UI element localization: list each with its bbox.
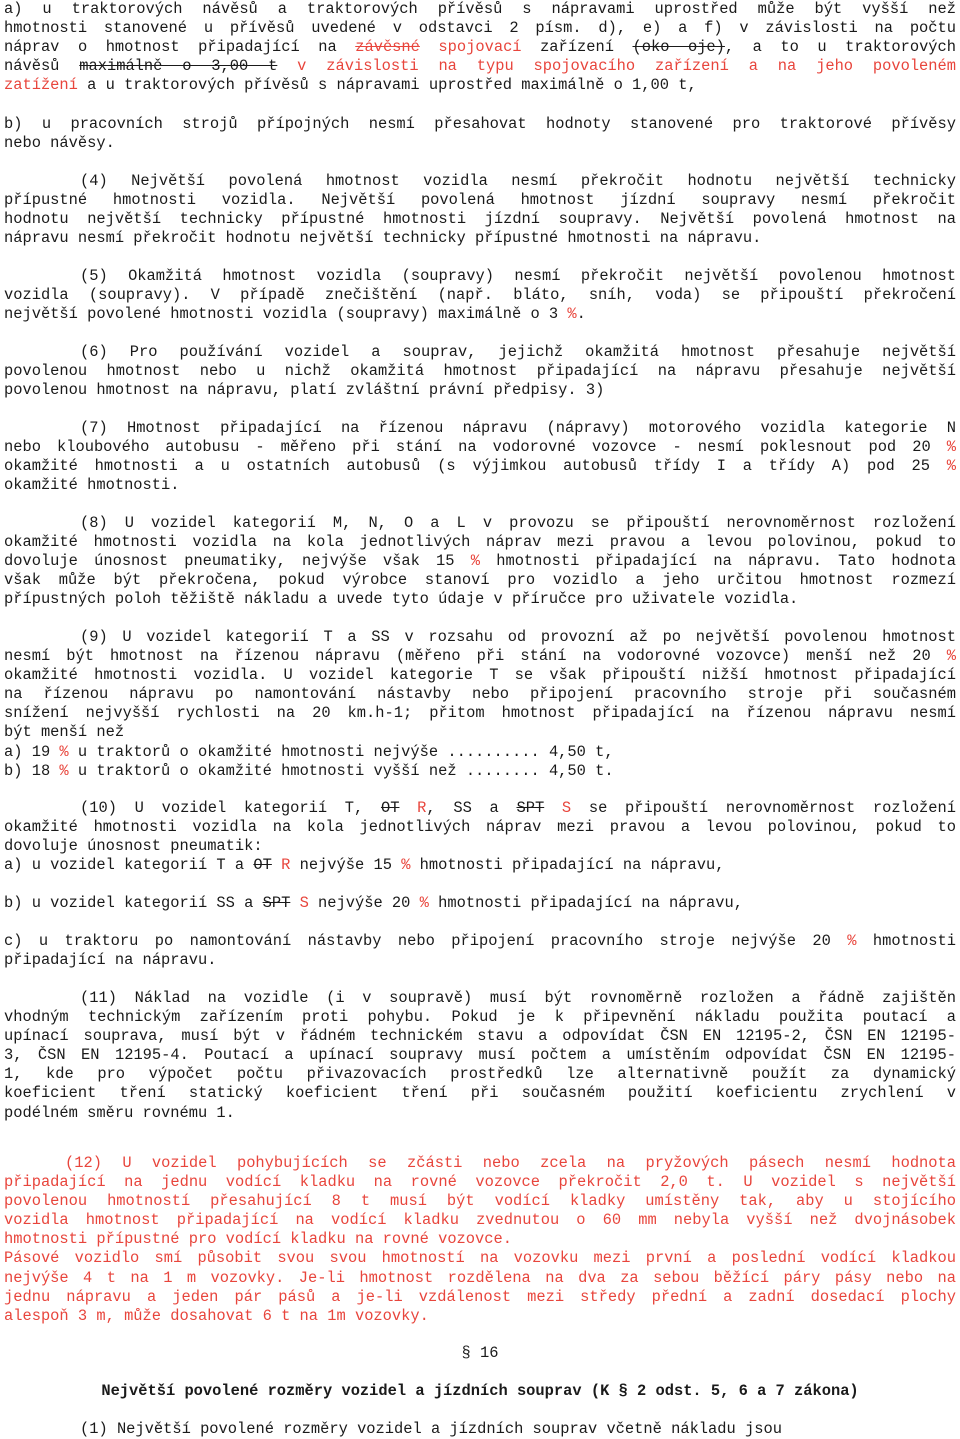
text-line: (6) Pro používání vozidel a souprav, jejichž okamžitá hmotnost přesahuje největší: [80, 343, 956, 361]
paragraph-9: [4, 628, 956, 781]
inserted-text: S: [544, 799, 572, 817]
text-line: vozidla hmotnost připadající na vodící kladku zvednutou o 60 mm nebyla vyšší než dvojnásobek: [4, 1211, 956, 1230]
section-paragraph-1: [4, 1420, 956, 1439]
text-line: podélném směru rovnému 1.: [4, 1103, 235, 1122]
list-item: c) u traktoru po namontování nástavby nebo připojení pracovního stroje nejvýše 20 % hmotnosti: [4, 932, 956, 950]
section-number: § 16: [461, 1344, 499, 1362]
text-line: zatížení a u traktorových přívěsů s nápravami uprostřed maximálně o 1,00 t,: [4, 76, 697, 95]
paragraph-12: [4, 1154, 956, 1326]
text-line: okamžité hmotnosti a u ostatních autobusů (s výjimkou autobusů třídy I a třídy A) pod 25 %: [4, 457, 956, 476]
paragraph-10: [4, 799, 956, 875]
text-line: však může být překročena, pokud výrobce stanoví pro vozidlo a jeho určitou hmotnost rozmezí: [4, 571, 956, 590]
paragraph-11: [4, 989, 956, 1123]
text-line: dovoluje únosnost pneumatiky, nejvýše však 15 % hmotnosti připadající na nápravu. Tato hodnota: [4, 552, 956, 571]
list-item: a) u vozidel kategorií T a OT R nejvýše 15 % hmotnosti připadající na nápravu,: [4, 856, 725, 875]
text-line: koeficient tření statický koeficient tření při současném použití koeficientu zrychlení v: [4, 1084, 956, 1103]
text-line: (1) Největší povolené rozměry vozidel a jízdních souprav včetně nákladu jsou: [80, 1420, 782, 1438]
text-line: přípustných poloh těžiště nákladu a uvede tyto údaje v příručce pro uživatele vozidla.: [4, 590, 799, 609]
text-line: upínací souprava, musí být v řádném technickém stavu a odpovídat ČSN EN 12195-2, ČSN EN 12195-: [4, 1027, 956, 1046]
text-line: povolenou hmotnost nebo u nichž okamžitá hmotnost připadající na nápravu přesahuje největší: [4, 362, 956, 381]
text-line: připadající na nápravu.: [4, 951, 217, 970]
paragraph-3b: [4, 115, 956, 153]
paragraph-10b: [4, 894, 956, 913]
text-line: snížení nejvyšší rychlosti na 20 km.h-1; přitom hmotnost připadající na řízenou nápravu nesmí: [4, 704, 956, 723]
text-line: návěsů maximálně o 3,00 t v závislosti na typu spojovacího zařízení a na jeho povoleném: [4, 57, 956, 76]
section-title: Největší povolené rozměry vozidel a jízdních souprav (K § 2 odst. 5, 6 a 7 zákona): [101, 1382, 859, 1400]
inserted-text: spojovací: [419, 38, 522, 57]
text-line: (4) Největší povolená hmotnost vozidla nesmí překročit hodnotu největší technicky: [80, 172, 956, 190]
text-line: (5) Okamžitá hmotnost vozidla (soupravy) nesmí překročit největší povolenou hmotnost: [80, 267, 956, 285]
text-line: (10) U vozidel kategorií T, OT R, SS a SPT S se připouští nerovnoměrnost rozložení: [80, 799, 956, 817]
text-line: 3, ČSN EN 12195-4. Poutací a upínací soupravy musí počtem a umístěním odpovídat ČSN EN 12195-: [4, 1046, 956, 1065]
text-line: hodnotu největší technicky přípustné hmotnosti jízdní soupravy. Největší povolená hmotnost na: [4, 210, 956, 229]
paragraph-4: [4, 172, 956, 248]
text-line: na řízenou nápravu po namontování nástavby nebo připojení pracovního stroje při současném: [4, 685, 956, 704]
text-line: hmotnosti přípustné pro vodící kladku na rovné vozovce.: [4, 1230, 512, 1249]
text-line: (9) U vozidel kategorií T a SS v rozsahu od provozní až po největší povolenou hmotnost: [80, 628, 956, 646]
text-line: b) u pracovních strojů přípojných nesmí přesahovat hodnoty stanovené pro traktorové přívěsy: [4, 115, 956, 133]
text-line: Pásové vozidlo smí působit svou svou hmotností na vozovku mezi první a poslední vodící kladkou: [4, 1249, 956, 1268]
text-line: nebo kloubového autobusu - měřeno při stání na vodorovné vozovce - nesmí poklesnout pod 20 %: [4, 438, 956, 457]
text-line: připadající na jednu vodící kladku na rovné vozovce překročit 2,0 t. U vozidel s největší: [4, 1173, 956, 1192]
text-line: nebo návěsy.: [4, 134, 115, 153]
deleted-text: OT: [253, 856, 272, 875]
paragraph-8: [4, 514, 956, 609]
text-line: vhodným technickým zařízením proti pohybu. Pokud je k připevnění nákladu použita poutací a: [4, 1008, 956, 1027]
text-line: (12) U vozidel pohybujících se zčásti nebo zcela na pryžových pásech nesmí hodnota: [65, 1154, 956, 1172]
text-line: hmotnosti stanovené u přívěsů uvedené v odstavci 2 písm. d), e) a f) v závislosti na počtu: [4, 19, 956, 38]
inserted-text: R: [271, 856, 291, 875]
text-line: dovoluje únosnost pneumatik:: [4, 837, 263, 856]
text-line: okamžité hmotnosti vozidla na kola jednotlivých náprav mezi pravou a levou polovinou, pokud to: [4, 818, 956, 837]
deleted-text: (oko oje): [632, 38, 725, 57]
paragraph-5: [4, 267, 956, 324]
text-line: největší povolené hmotnosti vozidla (soupravy) maximálně o 3 %.: [4, 305, 586, 324]
text-line: (7) Hmotnost připadající na řízenou nápravu (nápravy) motorového vozidla kategorie N: [80, 419, 956, 437]
inserted-text: v závislosti na typu spojovacího zařízení a na jeho povoleném: [277, 57, 956, 76]
text-line: povolenou hmotnost na nápravu, platí zvláštní právní předpisy. 3): [4, 381, 605, 400]
list-item: a) 19 % u traktorů o okamžité hmotnosti nejvýše .......... 4,50 t,: [4, 742, 614, 761]
deleted-text: SPT: [262, 894, 291, 912]
text-line: okamžité hmotnosti.: [4, 476, 180, 495]
text-line: náprav o hmotnost připadající na závěsné spojovací zařízení (oko oje), a to u traktorových: [4, 38, 956, 57]
deleted-text: maximálně o 3,00 t: [79, 57, 278, 76]
text-line: nejvýše 4 t na 1 m vozovky. Je-li hmotnost rozdělena na dva za sebou běžící páry pásy nebo na: [4, 1268, 956, 1287]
paragraph-3a: [4, 0, 956, 95]
text-line: nesmí být hmotnost na řízenou nápravu (měřeno při stání na vodorovné vozovce) menší než 20 %: [4, 647, 956, 666]
paragraph-7: [4, 419, 956, 495]
text-line: okamžité hmotnosti vozidla. U vozidel kategorie T se však připouští nižší hmotnost připadající: [4, 666, 956, 685]
text-line: být menší než: [4, 723, 125, 742]
inserted-text: S: [290, 894, 309, 912]
deleted-text: OT: [380, 799, 400, 817]
paragraph-10c: [4, 932, 956, 970]
text-line: povolenou hmotností přesahující 8 t musí být vodící kladky umístěny tak, aby u stojícího: [4, 1192, 956, 1211]
text-line: a) u traktorových návěsů a traktorových přívěsů s nápravami uprostřed může být vyšší než: [4, 0, 956, 18]
text-line: (11) Náklad na vozidle (i v soupravě) musí být rovnoměrně rozložen a řádně zajištěn: [80, 989, 956, 1007]
text-line: nápravu nesmí překročit hodnotu největší technicky přípustné hmotnosti na nápravu.: [4, 229, 762, 248]
text-line: (8) U vozidel kategorií M, N, O a L v provozu se připouští nerovnoměrnost rozložení: [80, 514, 956, 532]
text-line: alespoň 3 m, může dosahovat 6 t na 1m vozovky.: [4, 1306, 429, 1325]
paragraph-6: [4, 343, 956, 400]
inserted-text: zatížení: [4, 76, 78, 95]
inserted-text: R: [399, 799, 427, 817]
list-item: b) 18 % u traktorů o okamžité hmotnosti vyšší než ........ 4,50 t.: [4, 761, 614, 780]
deleted-text: SPT: [516, 799, 545, 817]
text-line: přípustné hmotnosti vozidla. Největší povolená hmotnost jízdní soupravy nesmí překročit: [4, 191, 956, 210]
deleted-text: závěsné: [355, 38, 420, 57]
text-line: jednu nápravu a jeden pár pásů a je-li vzdálenost mezi středy přední a zadní dosedací plochy: [4, 1287, 956, 1306]
text-line: okamžité hmotnosti vozidla na kola jednotlivých náprav mezi pravou a levou polovinou, pokud to: [4, 533, 956, 552]
list-item: b) u vozidel kategorií SS a SPT S nejvýše 20 % hmotnosti připadající na nápravu,: [4, 894, 743, 912]
text-line: 1, kde pro výpočet počtu přivazovacích prostředků lze alternativně použít za dynamický: [4, 1065, 956, 1084]
text-line: vozidla (soupravy). V případě znečištění (např. bláto, sníh, voda) se připouští překročení: [4, 286, 956, 305]
